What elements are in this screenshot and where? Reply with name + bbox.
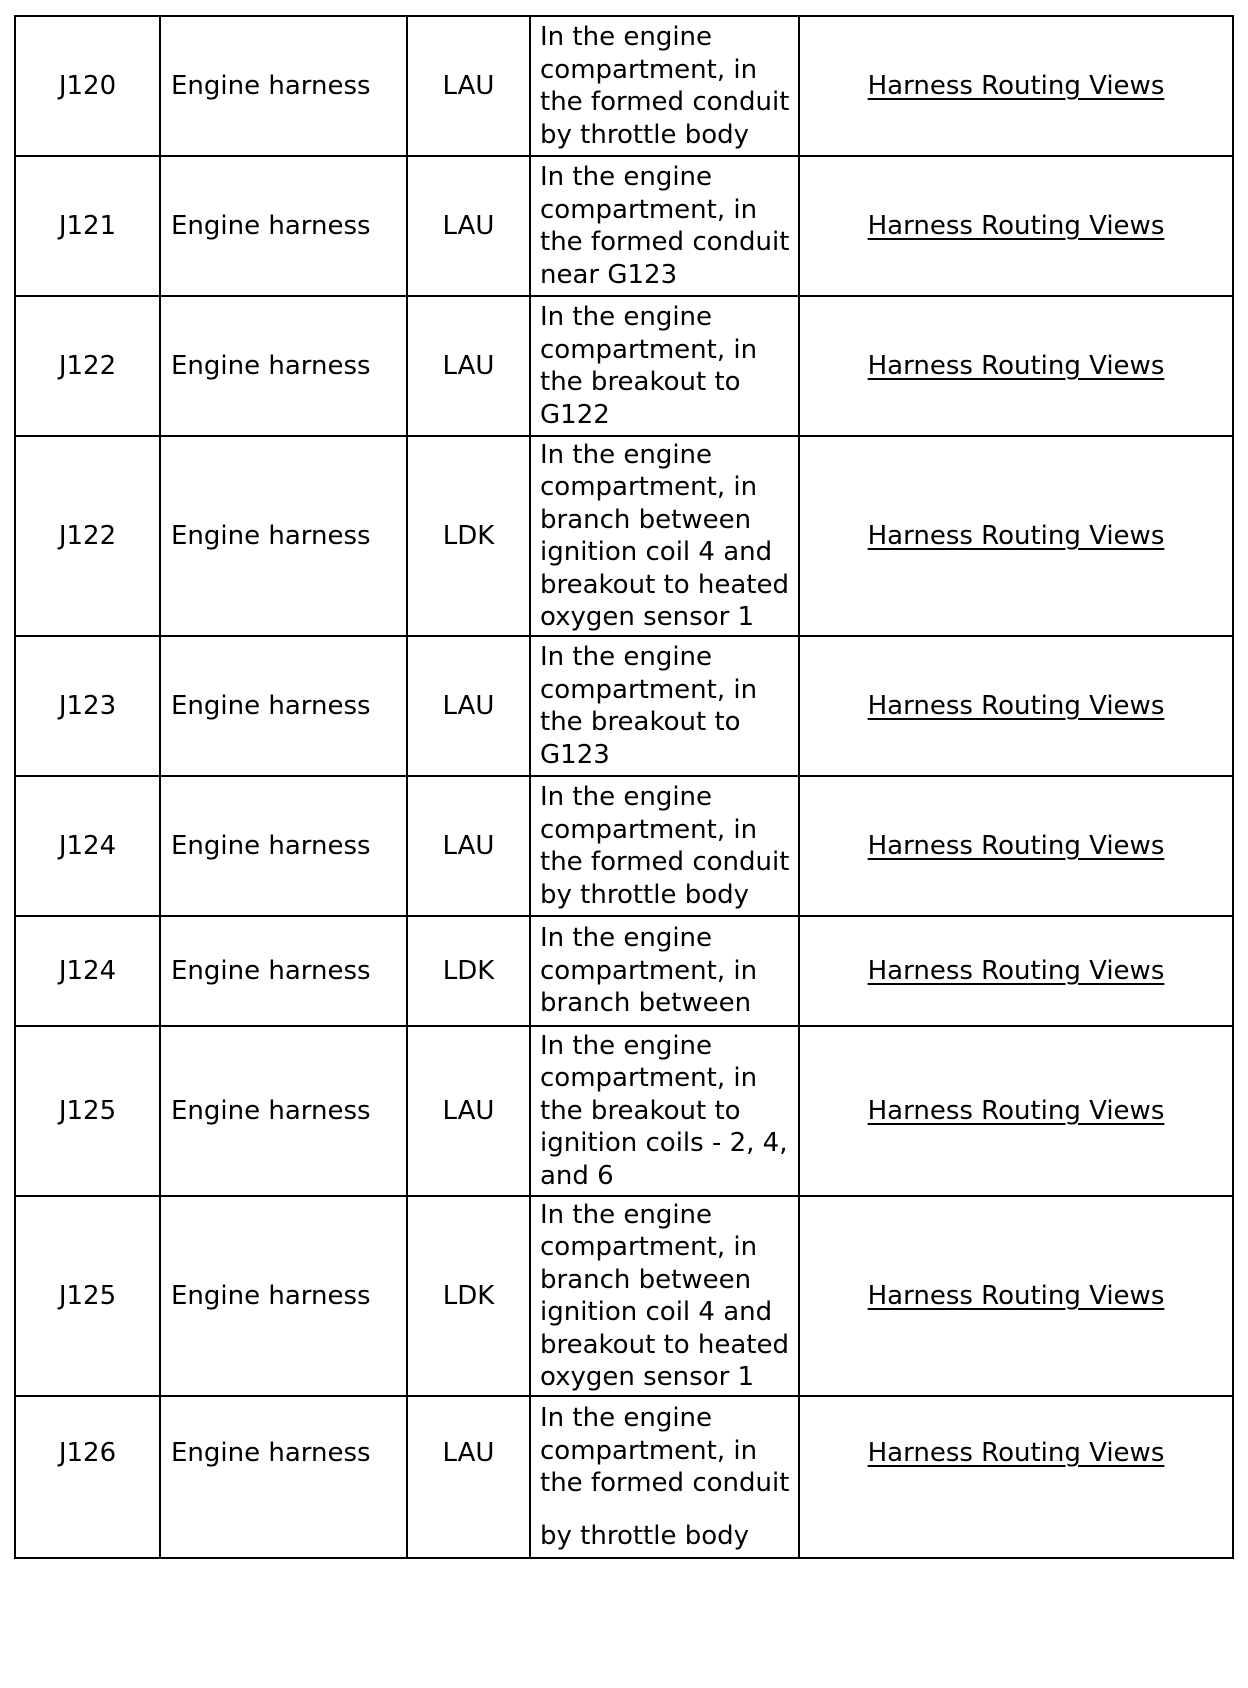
connector-location (530, 1396, 799, 1558)
location-line: the formed conduit (540, 847, 790, 877)
routing-cell (799, 296, 1233, 436)
location-line: oxygen sensor 1 (540, 1362, 755, 1392)
location-line: compartment, in (540, 194, 758, 225)
connector-location (530, 1026, 799, 1196)
location-line: compartment, in (540, 1063, 758, 1094)
connector-location (530, 296, 799, 436)
routing-cell (799, 776, 1233, 916)
connector-id: J122 (15, 296, 160, 436)
harness-name: Engine harness (160, 1026, 407, 1196)
table-row (15, 636, 1233, 776)
connector-table (14, 15, 1234, 1559)
harness-name: Engine harness (160, 1396, 407, 1558)
harness-routing-views-link[interactable]: Harness Routing Views (867, 70, 1165, 101)
harness-name: Engine harness (160, 296, 407, 436)
location-line: In the engine (540, 302, 713, 332)
location-spacer (540, 1500, 794, 1520)
harness-routing-views-link[interactable]: Harness Routing Views (867, 1280, 1165, 1311)
connector-id: J124 (15, 916, 160, 1026)
connector-id: J123 (15, 636, 160, 776)
option-code: LAU (407, 296, 530, 436)
routing-cell (799, 156, 1233, 296)
option-code: LAU (407, 1396, 530, 1558)
location-line: the breakout to (540, 367, 741, 397)
location-line: the breakout to (540, 707, 741, 737)
routing-cell (799, 1396, 1233, 1558)
connector-id: J120 (15, 16, 160, 156)
location-line: by throttle body (540, 879, 750, 910)
connector-id: J122 (15, 436, 160, 636)
location-line: In the engine (540, 1403, 713, 1433)
connector-location (530, 636, 799, 776)
connector-location (530, 776, 799, 916)
harness-name: Engine harness (160, 776, 407, 916)
option-code: LAU (407, 156, 530, 296)
location-line: breakout to heated (540, 1329, 789, 1360)
harness-routing-views-link[interactable]: Harness Routing Views (867, 830, 1165, 861)
harness-name: Engine harness (160, 636, 407, 776)
harness-routing-views-link[interactable]: Harness Routing Views (867, 955, 1165, 986)
harness-name: Engine harness (160, 1196, 407, 1396)
location-line: ignition coil 4 and (540, 537, 773, 567)
location-line: G123 (540, 739, 610, 770)
location-line: the formed conduit (540, 1468, 790, 1498)
connector-id: J124 (15, 776, 160, 916)
option-code: LAU (407, 16, 530, 156)
connector-location (530, 16, 799, 156)
location-line: near G123 (540, 259, 678, 290)
harness-routing-views-link[interactable]: Harness Routing Views (867, 210, 1165, 241)
harness-name: Engine harness (160, 16, 407, 156)
option-code: LAU (407, 636, 530, 776)
connector-location (530, 156, 799, 296)
harness-routing-views-link[interactable]: Harness Routing Views (867, 520, 1165, 551)
location-line: oxygen sensor 1 (540, 602, 755, 632)
harness-routing-views-link[interactable]: Harness Routing Views (867, 1438, 1165, 1468)
location-line: In the engine (540, 22, 713, 52)
table-row (15, 436, 1233, 636)
location-line: the formed conduit (540, 227, 790, 257)
location-line: by throttle body (540, 119, 750, 150)
location-line: the breakout to (540, 1095, 741, 1126)
location-line: branch between (540, 1264, 752, 1295)
location-line: compartment, in (540, 1232, 758, 1262)
connector-table-body (15, 16, 1233, 1558)
harness-routing-views-link[interactable]: Harness Routing Views (867, 690, 1165, 721)
location-line: the formed conduit (540, 87, 790, 117)
harness-name: Engine harness (160, 156, 407, 296)
location-line: branch between (540, 504, 752, 535)
location-line: by throttle body (540, 1520, 750, 1551)
option-code: LAU (407, 776, 530, 916)
location-line: In the engine (540, 923, 713, 954)
option-code: LDK (407, 1196, 530, 1396)
routing-cell (799, 1196, 1233, 1396)
harness-routing-views-link[interactable]: Harness Routing Views (867, 1095, 1165, 1126)
routing-cell (799, 436, 1233, 636)
option-code: LDK (407, 916, 530, 1026)
connector-location (530, 1196, 799, 1396)
table-row (15, 1196, 1233, 1396)
option-code: LAU (407, 1026, 530, 1196)
location-line: compartment, in (540, 472, 758, 502)
routing-cell (799, 16, 1233, 156)
table-row (15, 296, 1233, 436)
table-row (15, 1396, 1233, 1558)
table-row (15, 776, 1233, 916)
routing-cell (799, 916, 1233, 1026)
connector-id: J125 (15, 1026, 160, 1196)
connector-id: J121 (15, 156, 160, 296)
routing-cell (799, 636, 1233, 776)
location-line: compartment, in (540, 674, 758, 705)
location-line: compartment, in (540, 54, 758, 85)
harness-name: Engine harness (160, 436, 407, 636)
location-line: In the engine (540, 439, 713, 470)
table-row (15, 156, 1233, 296)
connector-location (530, 436, 799, 636)
location-line: compartment, in (540, 334, 758, 365)
location-line: G122 (540, 399, 610, 430)
location-line: compartment, in (540, 955, 758, 986)
location-line: ignition coil 4 and (540, 1297, 773, 1327)
location-line: compartment, in (540, 1435, 758, 1466)
connector-id: J126 (15, 1396, 160, 1558)
harness-name: Engine harness (160, 916, 407, 1026)
location-line: In the engine (540, 162, 713, 192)
location-line: In the engine (540, 1199, 713, 1230)
location-line: In the engine (540, 1030, 713, 1061)
harness-routing-views-link[interactable]: Harness Routing Views (867, 350, 1165, 381)
location-line: branch between (540, 988, 752, 1019)
location-line: ignition coils - 2, 4, (540, 1128, 788, 1159)
table-row (15, 1026, 1233, 1196)
table-row (15, 16, 1233, 156)
connector-id: J125 (15, 1196, 160, 1396)
location-line: In the engine (540, 642, 713, 672)
table-row (15, 916, 1233, 1026)
routing-cell (799, 1026, 1233, 1196)
location-line: In the engine (540, 782, 713, 812)
location-line: and 6 (540, 1160, 614, 1191)
option-code: LDK (407, 436, 530, 636)
location-line: compartment, in (540, 814, 758, 845)
connector-location (530, 916, 799, 1026)
location-line: breakout to heated (540, 569, 789, 600)
